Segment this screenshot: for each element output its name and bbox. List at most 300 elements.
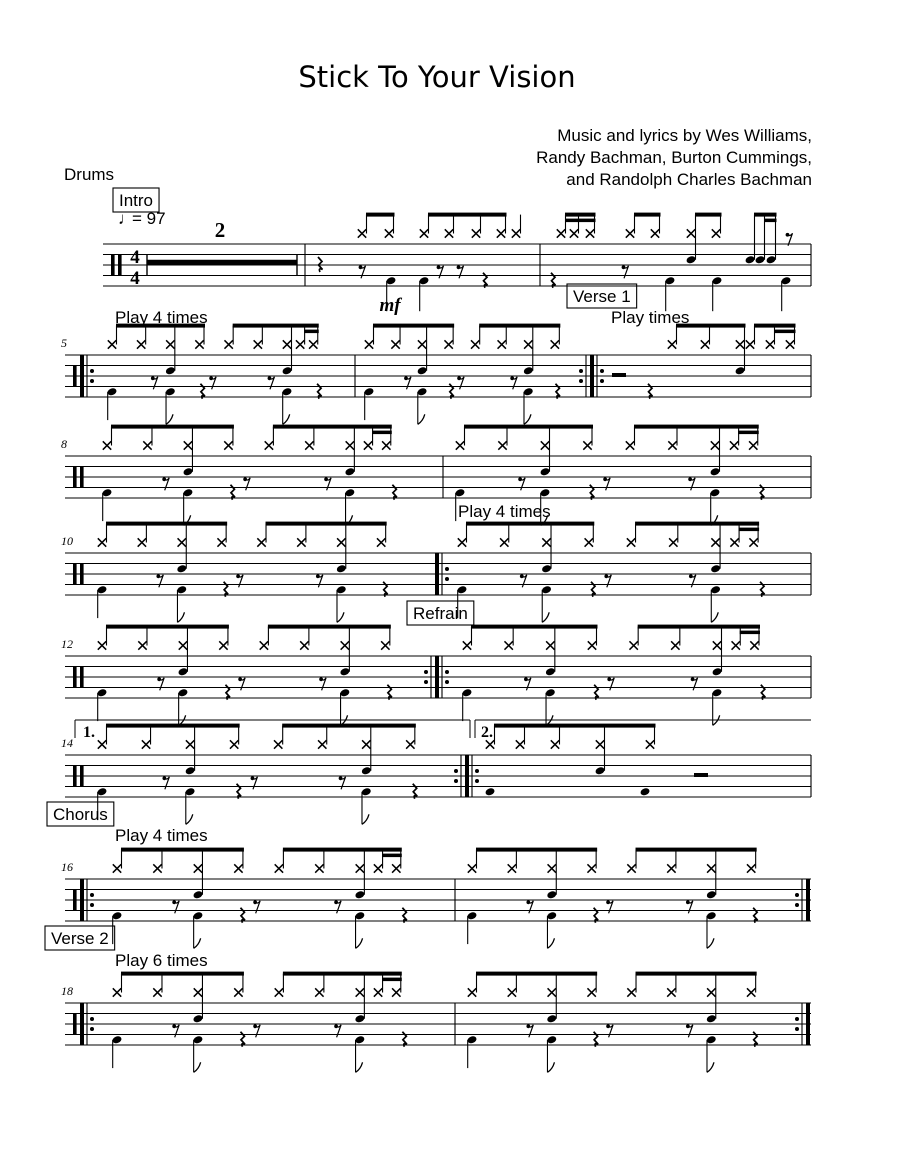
- beam: [373, 324, 454, 328]
- hihat-note: [224, 340, 232, 348]
- hihat-note: [732, 641, 740, 649]
- eighth-rest: [691, 677, 698, 690]
- beam: [121, 972, 244, 976]
- repeat-barline: [465, 755, 469, 797]
- hihat-note: [318, 740, 326, 748]
- beam: [283, 972, 402, 976]
- hihat-note: [377, 538, 385, 546]
- beam: [106, 522, 227, 526]
- beam: [106, 724, 240, 728]
- measure-number: 12: [61, 637, 73, 651]
- beam: [565, 213, 596, 217]
- hihat-note: [178, 538, 186, 546]
- snare-note: [541, 564, 552, 574]
- repeat-barline: [435, 656, 439, 698]
- hihat-note: [668, 441, 676, 449]
- hihat-note: [382, 441, 390, 449]
- beam: [479, 324, 560, 328]
- hihat-note: [747, 988, 755, 996]
- hihat-note: [444, 340, 452, 348]
- eighth-rest: [686, 1024, 693, 1037]
- hihat-note: [627, 988, 635, 996]
- hihat-note: [747, 864, 755, 872]
- eighth-rest: [688, 477, 695, 490]
- eighth-rest: [526, 1024, 533, 1037]
- eighth-rest: [319, 677, 326, 690]
- hihat-note: [468, 988, 476, 996]
- hihat-note: [712, 229, 720, 237]
- eighth-rest: [520, 574, 527, 587]
- eighth-rest: [316, 574, 323, 587]
- rehearsal-mark: Chorus: [53, 805, 108, 824]
- hihat-note: [283, 340, 291, 348]
- snare-note: [344, 467, 355, 477]
- beam: [754, 213, 777, 217]
- beam: [476, 972, 597, 976]
- beam: [638, 625, 760, 629]
- beam: [283, 848, 402, 852]
- measure-number: 8: [61, 437, 67, 451]
- hihat-note: [671, 641, 679, 649]
- hihat-note: [392, 864, 400, 872]
- hihat-note: [711, 538, 719, 546]
- note-flag: [194, 1062, 201, 1072]
- kick-note: [639, 787, 650, 797]
- eighth-rest: [209, 376, 216, 389]
- hihat-note: [498, 340, 506, 348]
- snare-note: [706, 1014, 717, 1024]
- eighth-rest: [518, 477, 525, 490]
- hihat-note: [142, 740, 150, 748]
- repeat-start-barline: [80, 355, 84, 397]
- repeat-end-barline: [806, 879, 810, 921]
- hihat-note: [113, 864, 121, 872]
- eighth-rest: [524, 677, 531, 690]
- hihat-note: [587, 988, 595, 996]
- repeat-start-barline: [80, 1003, 84, 1045]
- eighth-rest: [243, 477, 250, 490]
- half-rest: [694, 773, 708, 777]
- note-flag: [547, 938, 554, 948]
- percussion-clef: [73, 564, 77, 585]
- hihat-note: [456, 441, 464, 449]
- percussion-clef: [73, 467, 77, 488]
- beam: [565, 219, 596, 223]
- beam: [636, 972, 757, 976]
- hihat-note: [627, 538, 635, 546]
- hihat-note: [508, 988, 516, 996]
- hihat-note: [583, 441, 591, 449]
- beam: [233, 324, 319, 328]
- beam: [754, 324, 796, 328]
- repeat-start-barline: [80, 879, 84, 921]
- eighth-rest: [622, 265, 629, 278]
- beam: [304, 330, 319, 334]
- hihat-note: [137, 340, 145, 348]
- eighth-rest: [437, 265, 444, 278]
- beam: [634, 425, 759, 429]
- snare-note: [734, 366, 745, 376]
- beam: [764, 219, 777, 223]
- beam: [635, 522, 759, 526]
- repeat-barline: [590, 355, 594, 397]
- hihat-note: [260, 641, 268, 649]
- snare-note: [710, 564, 721, 574]
- snare-note: [523, 366, 534, 376]
- hihat-note: [551, 740, 559, 748]
- hihat-note: [224, 441, 232, 449]
- eighth-rest: [689, 574, 696, 587]
- hihat-note: [254, 340, 262, 348]
- percussion-clef: [80, 766, 84, 787]
- snare-note: [192, 890, 203, 900]
- snare-note: [706, 890, 717, 900]
- note-flag: [356, 1062, 363, 1072]
- hihat-note: [113, 988, 121, 996]
- play-direction: Play 6 times: [115, 951, 208, 970]
- half-rest: [612, 373, 626, 377]
- hihat-note: [551, 340, 559, 348]
- percussion-clef: [73, 667, 77, 688]
- beam: [739, 528, 760, 532]
- hihat-note: [766, 340, 774, 348]
- snare-note: [765, 255, 776, 265]
- play-direction: Play 4 times: [115, 826, 208, 845]
- hihat-note: [184, 441, 192, 449]
- note-flag: [707, 938, 714, 948]
- hihat-note: [420, 229, 428, 237]
- hihat-note: [471, 340, 479, 348]
- snare-note: [336, 564, 347, 574]
- hihat-note: [542, 538, 550, 546]
- hihat-note: [570, 229, 578, 237]
- eighth-rest: [526, 900, 533, 913]
- eighth-rest: [510, 376, 517, 389]
- snare-note: [539, 467, 550, 477]
- snare-note: [361, 766, 372, 776]
- percussion-clef: [118, 255, 122, 276]
- hihat-note: [103, 441, 111, 449]
- hihat-note: [230, 740, 238, 748]
- hihat-note: [195, 340, 203, 348]
- beam: [273, 425, 392, 429]
- hihat-note: [713, 641, 721, 649]
- hihat-note: [374, 988, 382, 996]
- hihat-note: [667, 864, 675, 872]
- hihat-note: [365, 340, 373, 348]
- rehearsal-mark: Verse 1: [573, 287, 631, 306]
- hihat-note: [548, 864, 556, 872]
- eighth-rest: [236, 574, 243, 587]
- hihat-note: [385, 229, 393, 237]
- note-flag: [707, 1062, 714, 1072]
- note-flag: [166, 414, 173, 424]
- eighth-rest: [686, 900, 693, 913]
- rehearsal-mark: Intro: [119, 191, 154, 210]
- beam: [695, 213, 722, 217]
- eighth-rest: [606, 900, 613, 913]
- snare-note: [339, 667, 350, 677]
- eighth-rest: [606, 1024, 613, 1037]
- volta-number: 1.: [83, 724, 95, 741]
- hihat-note: [108, 340, 116, 348]
- percussion-clef: [80, 667, 84, 688]
- dynamic-marking: mf: [379, 295, 401, 316]
- hihat-note: [356, 988, 364, 996]
- credit-line: Randy Bachman, Burton Cummings,: [536, 148, 812, 167]
- hihat-note: [646, 740, 654, 748]
- hihat-note: [730, 538, 738, 546]
- hihat-note: [406, 740, 414, 748]
- eighth-rest: [238, 677, 245, 690]
- beam: [382, 978, 402, 982]
- hihat-note: [651, 229, 659, 237]
- hihat-note: [508, 864, 516, 872]
- beam: [111, 425, 234, 429]
- percussion-clef: [73, 766, 77, 787]
- snare-note: [545, 667, 556, 677]
- beam: [121, 848, 244, 852]
- snare-note: [281, 366, 292, 376]
- snare-note: [546, 1014, 557, 1024]
- note-flag: [524, 414, 531, 424]
- snare-note: [546, 890, 557, 900]
- tempo-note: ♩: [118, 209, 135, 228]
- hihat-note: [669, 538, 677, 546]
- hihat-note: [512, 229, 520, 237]
- hihat-note: [274, 740, 282, 748]
- snare-note: [192, 1014, 203, 1024]
- percussion-clef: [80, 467, 84, 488]
- note-flag: [356, 938, 363, 948]
- beam: [738, 431, 759, 435]
- hihat-note: [275, 864, 283, 872]
- hihat-note: [668, 340, 676, 348]
- hihat-note: [98, 740, 106, 748]
- score-title: Stick To Your Vision: [298, 60, 576, 94]
- hihat-note: [458, 538, 466, 546]
- volta-number: 2.: [481, 724, 493, 741]
- instrument-name: Drums: [64, 165, 115, 184]
- play-direction: Play times: [611, 308, 690, 327]
- snare-note: [177, 667, 188, 677]
- beam: [634, 213, 661, 217]
- beam: [372, 431, 392, 435]
- note-flag: [711, 612, 718, 622]
- hihat-note: [297, 538, 305, 546]
- eighth-rest: [603, 477, 610, 490]
- hihat-note: [257, 538, 265, 546]
- hihat-note: [337, 538, 345, 546]
- percussion-clef: [73, 366, 77, 387]
- eighth-rest: [607, 677, 614, 690]
- repeat-end-barline: [806, 1003, 810, 1045]
- hihat-note: [418, 340, 426, 348]
- hihat-note: [749, 538, 757, 546]
- hihat-note: [362, 740, 370, 748]
- hihat-note: [746, 340, 754, 348]
- hihat-note: [701, 340, 709, 348]
- hihat-note: [548, 988, 556, 996]
- hihat-note: [524, 340, 532, 348]
- hihat-note: [786, 340, 794, 348]
- hihat-note: [626, 229, 634, 237]
- beam: [382, 854, 402, 858]
- eighth-rest: [457, 376, 464, 389]
- hihat-note: [750, 641, 758, 649]
- hihat-note: [356, 864, 364, 872]
- eighth-rest: [339, 776, 346, 789]
- hihat-note: [557, 229, 565, 237]
- hihat-note: [358, 229, 366, 237]
- note-flag: [418, 414, 425, 424]
- measure-number: 10: [61, 534, 73, 548]
- note-flag: [547, 1062, 554, 1072]
- measure-number: 14: [61, 736, 73, 750]
- tempo-value: = 97: [132, 209, 166, 228]
- hihat-note: [309, 340, 317, 348]
- hihat-note: [381, 641, 389, 649]
- note-flag: [194, 938, 201, 948]
- credit-line: and Randolph Charles Bachman: [566, 170, 812, 189]
- beam: [366, 213, 395, 217]
- beam: [106, 625, 229, 629]
- snare-note: [417, 366, 428, 376]
- eighth-rest: [359, 265, 366, 278]
- multimeasure-rest-count: 2: [214, 218, 226, 242]
- kick-note: [484, 787, 495, 797]
- hihat-note: [736, 340, 744, 348]
- beam: [266, 522, 387, 526]
- hihat-note: [546, 641, 554, 649]
- rehearsal-mark: Refrain: [413, 604, 468, 623]
- hihat-note: [265, 441, 273, 449]
- hihat-note: [138, 641, 146, 649]
- hihat-note: [194, 864, 202, 872]
- hihat-note: [629, 641, 637, 649]
- beam: [494, 724, 656, 728]
- hihat-note: [516, 740, 524, 748]
- hihat-note: [585, 538, 593, 546]
- hihat-note: [730, 441, 738, 449]
- snare-note: [744, 255, 755, 265]
- beam: [428, 213, 507, 217]
- beam: [471, 625, 598, 629]
- play-direction: Play 4 times: [115, 308, 208, 327]
- snare-note: [685, 255, 696, 265]
- hihat-note: [445, 229, 453, 237]
- play-direction: Play 4 times: [458, 502, 551, 521]
- eighth-rest: [457, 265, 464, 278]
- eighth-rest: [156, 574, 163, 587]
- time-signature-denominator: 4: [130, 267, 140, 289]
- hihat-note: [588, 641, 596, 649]
- hihat-note: [346, 441, 354, 449]
- eighth-rest: [604, 574, 611, 587]
- hihat-note: [391, 340, 399, 348]
- eighth-rest: [162, 776, 169, 789]
- snare-note: [709, 467, 720, 477]
- hihat-note: [305, 441, 313, 449]
- note-flag: [542, 612, 549, 622]
- hihat-note: [153, 988, 161, 996]
- hihat-note: [587, 864, 595, 872]
- snare-note: [754, 255, 765, 265]
- hihat-note: [497, 229, 505, 237]
- hihat-note: [627, 864, 635, 872]
- hihat-note: [98, 538, 106, 546]
- percussion-clef: [73, 890, 77, 911]
- beam: [740, 631, 760, 635]
- percussion-clef: [73, 1014, 77, 1035]
- hihat-note: [341, 641, 349, 649]
- hihat-note: [234, 988, 242, 996]
- snare-note: [354, 890, 365, 900]
- hihat-note: [586, 229, 594, 237]
- hihat-note: [472, 229, 480, 237]
- credit-line: Music and lyrics by Wes Williams,: [557, 126, 812, 145]
- note-flag: [177, 612, 184, 622]
- hihat-note: [500, 538, 508, 546]
- beam: [476, 848, 597, 852]
- eighth-rest: [253, 900, 260, 913]
- hihat-note: [153, 864, 161, 872]
- hihat-note: [275, 988, 283, 996]
- snare-note: [185, 766, 196, 776]
- snare-note: [594, 766, 605, 776]
- hihat-note: [392, 988, 400, 996]
- hihat-note: [315, 988, 323, 996]
- eighth-rest: [404, 376, 411, 389]
- beam: [282, 724, 416, 728]
- hihat-note: [504, 641, 512, 649]
- measure-number: 5: [61, 336, 67, 350]
- note-flag: [337, 612, 344, 622]
- eighth-rest: [162, 477, 169, 490]
- eighth-rest: [334, 900, 341, 913]
- snare-note: [176, 564, 187, 574]
- eighth-rest: [172, 900, 179, 913]
- hihat-note: [217, 538, 225, 546]
- hihat-note: [596, 740, 604, 748]
- hihat-note: [707, 864, 715, 872]
- hihat-note: [711, 441, 719, 449]
- hihat-note: [486, 740, 494, 748]
- snare-note: [182, 467, 193, 477]
- hihat-note: [186, 740, 194, 748]
- percussion-clef: [80, 564, 84, 585]
- hihat-note: [707, 988, 715, 996]
- beam: [774, 330, 796, 334]
- hihat-note: [194, 988, 202, 996]
- eighth-rest: [172, 1024, 179, 1037]
- hihat-note: [234, 864, 242, 872]
- hihat-note: [687, 229, 695, 237]
- snare-note: [165, 366, 176, 376]
- eighth-rest: [324, 477, 331, 490]
- snare-note: [711, 667, 722, 677]
- hihat-note: [179, 641, 187, 649]
- note-flag: [362, 814, 369, 824]
- repeat-start-barline: [435, 553, 439, 595]
- hihat-note: [300, 641, 308, 649]
- hihat-note: [374, 864, 382, 872]
- eighth-rest: [268, 376, 275, 389]
- eighth-rest: [334, 1024, 341, 1037]
- note-flag: [283, 414, 290, 424]
- hihat-note: [143, 441, 151, 449]
- hihat-note: [468, 864, 476, 872]
